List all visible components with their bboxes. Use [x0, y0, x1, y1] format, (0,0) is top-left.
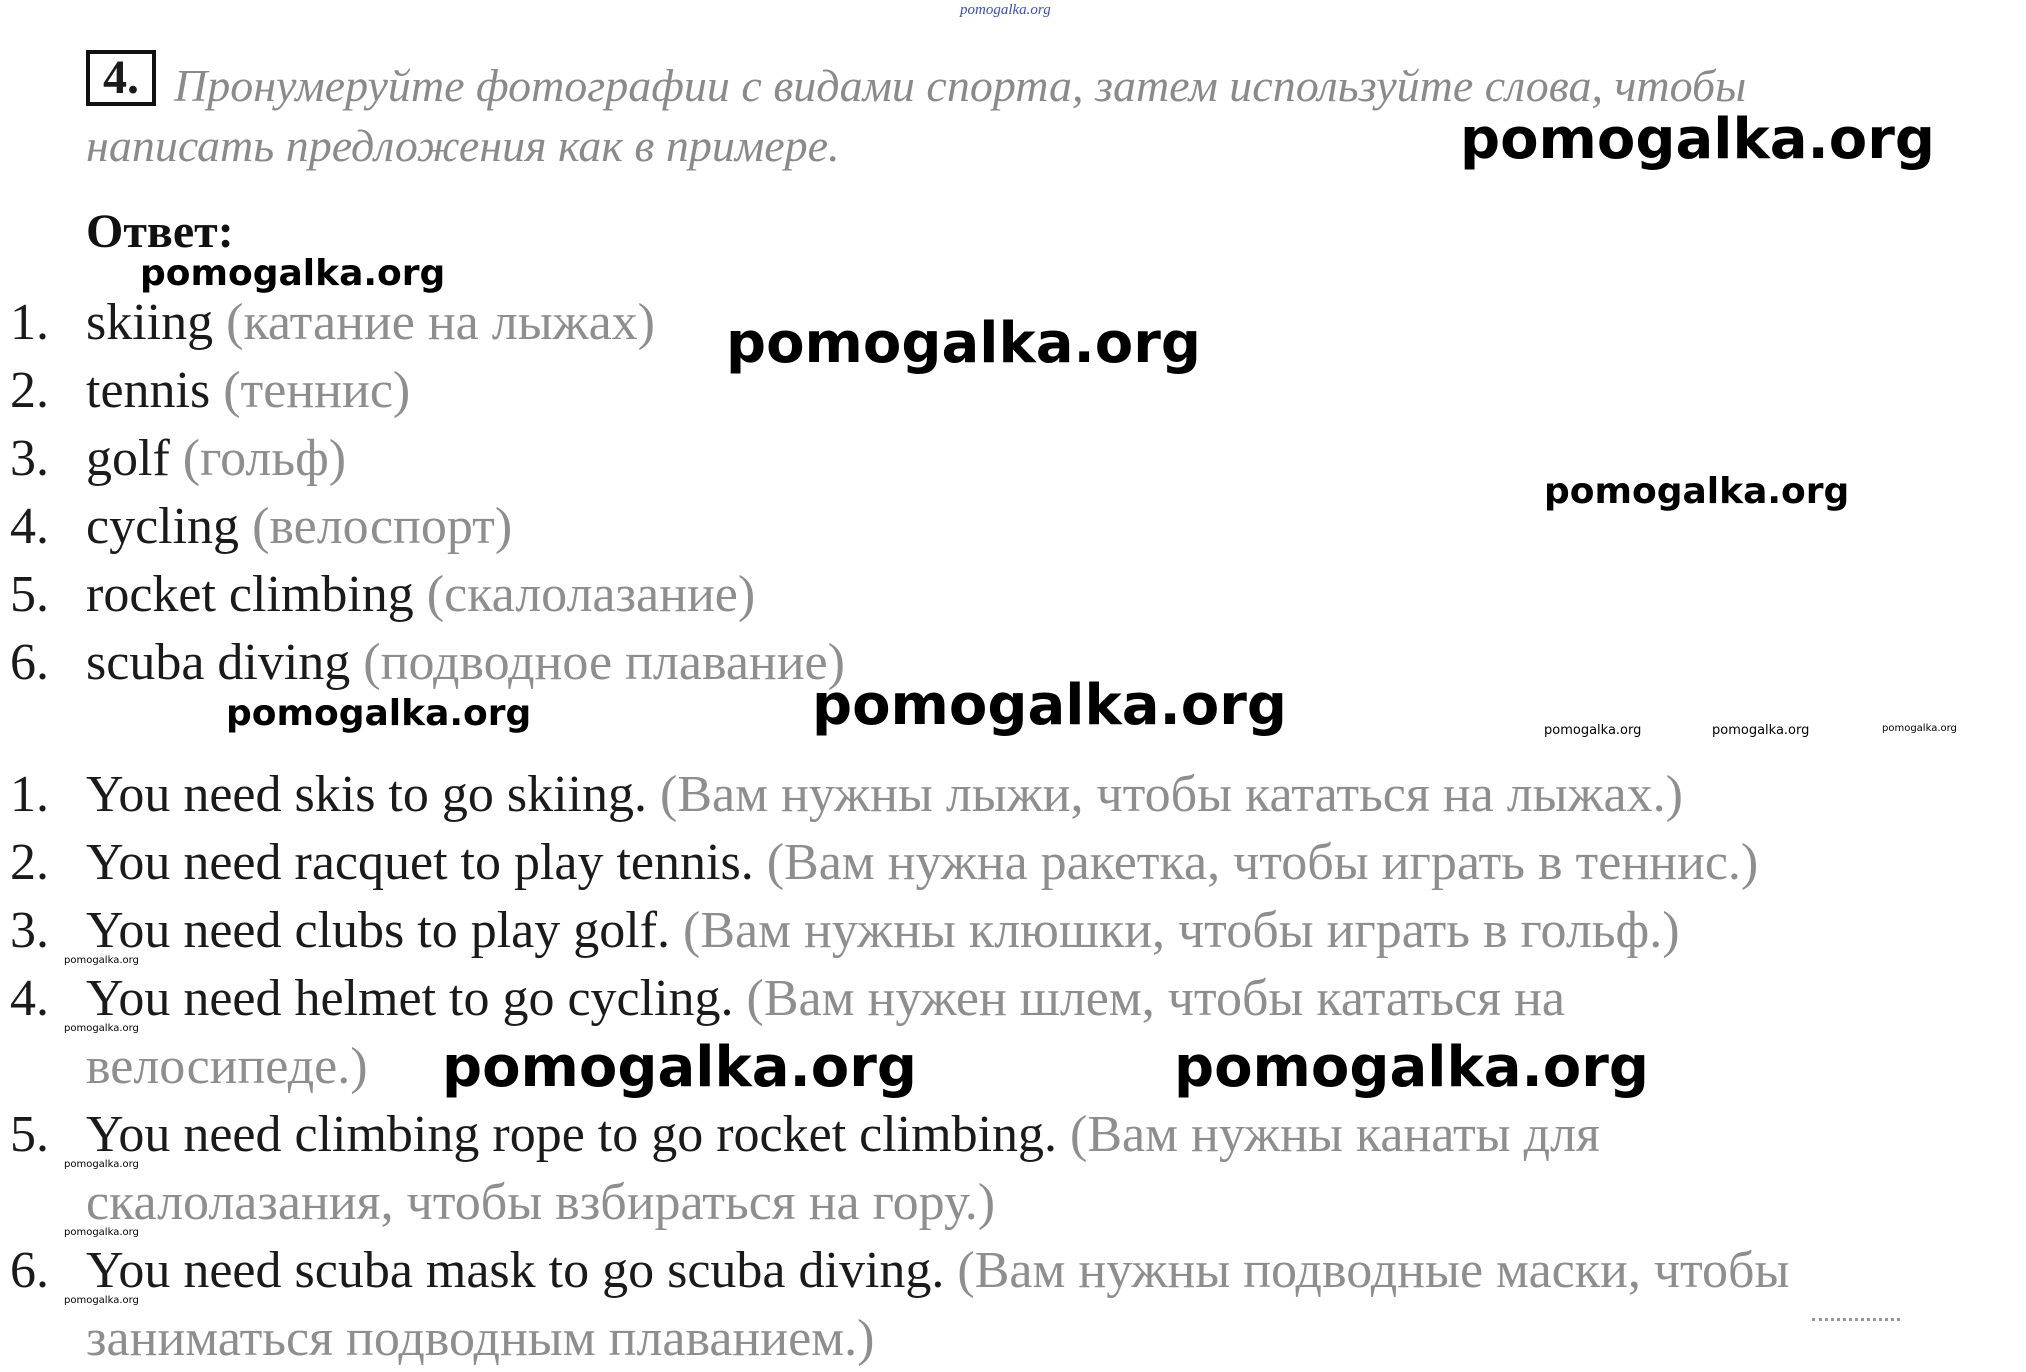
sentence-item: [10, 830, 1758, 896]
sentence-english: You need helmet to go cycling.: [86, 970, 734, 1027]
sport-name: tennis: [86, 362, 211, 419]
watermark: pomogalka.org: [726, 311, 1201, 376]
watermark: pomogalka.org: [64, 1295, 139, 1306]
sport-item: [10, 290, 655, 356]
instruction-line-2: написать предложения как в примере.: [86, 120, 840, 171]
watermark: pomogalka.org: [64, 1227, 139, 1238]
watermark: pomogalka.org: [226, 693, 532, 734]
watermark: pomogalka.org: [1544, 723, 1642, 738]
sport-translation: (гольф): [182, 430, 347, 487]
sport-name: rocket climbing: [86, 566, 414, 623]
sentence-translation: (Вам нужны подводные маски, чтобы: [957, 1242, 1790, 1299]
answer-label: Ответ:: [86, 205, 234, 258]
item-number: 6.: [10, 1242, 49, 1299]
sport-item: [10, 426, 346, 492]
sentence-translation: (Вам нужны канаты для: [1070, 1106, 1600, 1163]
sport-item: [10, 630, 845, 696]
item-number: 3.: [10, 430, 49, 487]
task-number-box: 4.: [86, 50, 156, 106]
sentence-translation: (Вам нужна ракетка, чтобы играть в теннис.): [766, 834, 1759, 891]
sentence-english: You need clubs to play golf.: [86, 902, 671, 959]
sport-item: [10, 358, 410, 424]
watermark: pomogalka.org: [1460, 107, 1935, 172]
watermark: pomogalka.org: [64, 1159, 139, 1170]
item-number: 1.: [10, 294, 49, 351]
sentence-translation-continued: велосипеде.): [86, 1038, 368, 1095]
sport-name: cycling: [86, 498, 240, 555]
watermark-top: pomogalka.org: [960, 2, 1051, 18]
item-number: 1.: [10, 766, 49, 823]
sentence-item: [10, 898, 1680, 964]
item-number: 3.: [10, 902, 49, 959]
sentence-item: [10, 762, 1683, 828]
sentence-translation-continued: скалолазания, чтобы взбираться на гору.): [86, 1174, 996, 1231]
watermark: pomogalka.org: [140, 253, 446, 294]
sentence-translation: (Вам нужен шлем, чтобы кататься на: [746, 970, 1566, 1027]
sentence-english: You need racquet to play tennis.: [86, 834, 754, 891]
watermark: pomogalka.org: [1174, 1035, 1649, 1100]
sentence-item: [10, 1238, 1789, 1304]
watermark: pomogalka.org: [1712, 723, 1810, 738]
sport-translation: (катание на лыжах): [226, 294, 655, 351]
watermark: pomogalka.org: [812, 673, 1287, 738]
sentence-translation-continued: заниматься подводным плаванием.): [86, 1310, 875, 1367]
item-number: 5.: [10, 566, 49, 623]
watermark: pomogalka.org: [1544, 471, 1850, 512]
item-number: 4.: [10, 498, 49, 555]
watermark: pomogalka.org: [442, 1035, 917, 1100]
item-number: 6.: [10, 634, 49, 691]
sport-name: skiing: [86, 294, 214, 351]
page-tail-dots: [1812, 1318, 1900, 1321]
sentence-english: You need scuba mask to go scuba diving.: [86, 1242, 945, 1299]
watermark: pomogalka.org: [1882, 723, 1957, 734]
sport-item: [10, 494, 512, 560]
sentence-item: [10, 1102, 1600, 1168]
watermark: pomogalka.org: [64, 955, 139, 966]
sentence-english: You need climbing rope to go rocket climbing.: [86, 1106, 1058, 1163]
sentence-translation: (Вам нужны клюшки, чтобы играть в гольф.): [683, 902, 1680, 959]
instruction-line-1: Пронумеруйте фотографии с видами спорта, затем используйте слова, чтобы: [174, 60, 1747, 111]
item-number: 2.: [10, 362, 49, 419]
sport-translation: (теннис): [223, 362, 411, 419]
item-number: 5.: [10, 1106, 49, 1163]
sport-translation: (скалолазание): [426, 566, 756, 623]
sport-translation: (велоспорт): [252, 498, 513, 555]
sentence-translation: (Вам нужны лыжи, чтобы кататься на лыжах.): [660, 766, 1683, 823]
sentence-item: [10, 966, 1565, 1032]
sport-translation: (подводное плавание): [363, 634, 845, 691]
watermark: pomogalka.org: [64, 1023, 139, 1034]
item-number: 2.: [10, 834, 49, 891]
sport-name: golf: [86, 430, 170, 487]
sport-name: scuba diving: [86, 634, 351, 691]
item-number: 4.: [10, 970, 49, 1027]
sentence-english: You need skis to go skiing.: [86, 766, 648, 823]
sport-item: [10, 562, 755, 628]
